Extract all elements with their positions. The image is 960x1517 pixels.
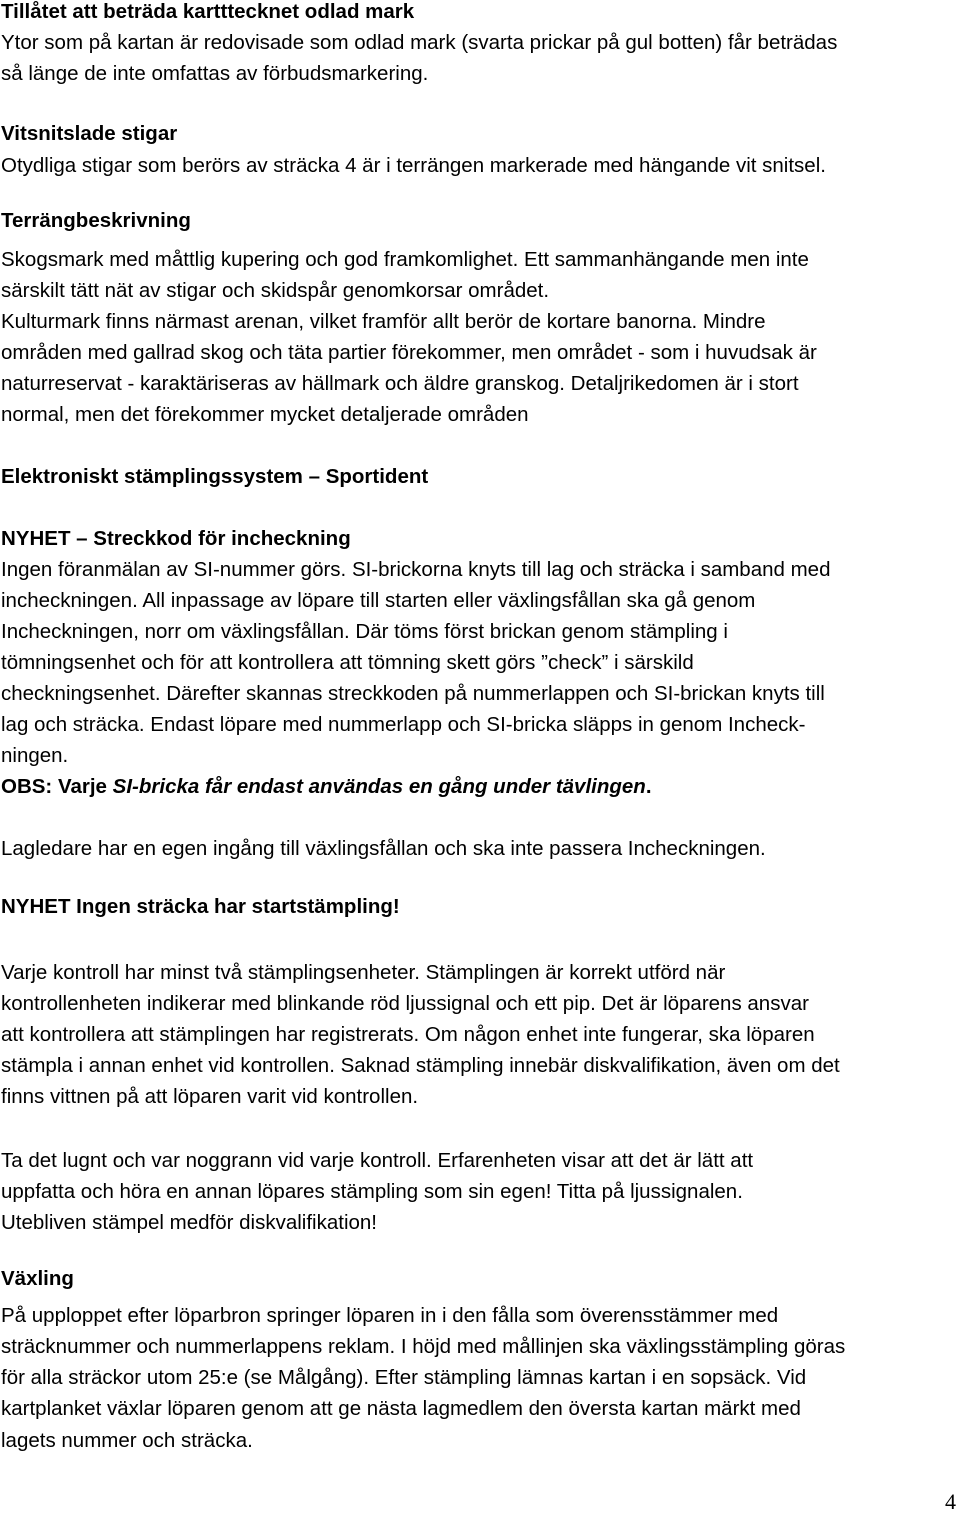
paragraph-line: kontrollenheten indikerar med blinkande röd ljussignal och ett pip. Det är löparens ansvar bbox=[1, 992, 809, 1015]
paragraph-line: tömningsenhet och för att kontrollera att tömning skett görs ”check” i särskild bbox=[1, 651, 694, 674]
paragraph-line: områden med gallrad skog och täta partier förekommer, men området - som i huvudsak är bbox=[1, 341, 817, 364]
paragraph-line: Utebliven stämpel medför diskvalifikation! bbox=[1, 1211, 377, 1234]
paragraph-line: Varje kontroll har minst två stämplingsenheter. Stämplingen är korrekt utförd när bbox=[1, 961, 726, 984]
paragraph-line: Skogsmark med måttlig kupering och god framkomlighet. Ett sammanhängande men inte bbox=[1, 248, 809, 271]
paragraph-line: uppfatta och höra en annan löpares stämpling som sin egen! Titta på ljussignalen. bbox=[1, 1180, 743, 1203]
paragraph-line: lag och sträcka. Endast löpare med nummerlapp och SI-bricka släpps in genom Incheck- bbox=[1, 713, 806, 736]
paragraph-line: så länge de inte omfattas av förbudsmarkering. bbox=[1, 62, 429, 85]
paragraph-line: Otydliga stigar som berörs av sträcka 4 är i terrängen markerade med hängande vit snitsel. bbox=[1, 154, 826, 177]
heading-streckkod: NYHET – Streckkod för incheckning bbox=[1, 527, 351, 550]
paragraph-line: incheckningen. All inpassage av löpare till starten eller växlingsfållan ska gå genom bbox=[1, 589, 756, 612]
paragraph-line: Ingen föranmälan av SI-nummer görs. SI-brickorna knyts till lag och sträcka i samband med bbox=[1, 558, 831, 581]
paragraph-line: finns vittnen på att löparen varit vid kontrollen. bbox=[1, 1085, 419, 1108]
paragraph-line: ningen. bbox=[1, 744, 69, 767]
paragraph-line: Kulturmark finns närmast arenan, vilket framför allt berör de kortare banorna. Mindre bbox=[1, 310, 766, 333]
heading-terrangbeskrivning: Terrängbeskrivning bbox=[1, 209, 191, 232]
obs-emphasis: SI-bricka får endast användas en gång under tävlingen bbox=[112, 775, 646, 798]
paragraph-line: stämpla i annan enhet vid kontrollen. Saknad stämpling innebär diskvalifikation, även om det bbox=[1, 1054, 840, 1077]
obs-suffix: . bbox=[645, 775, 652, 798]
paragraph-line: checkningsenhet. Därefter skannas streckkoden på nummerlappen och SI-brickan knyts till bbox=[1, 682, 825, 705]
heading-odlad-mark: Tillåtet att beträda kartttecknet odlad mark bbox=[1, 0, 415, 23]
paragraph-line: sträcknummer och nummerlappens reklam. I höjd med mållinjen ska växlingsstämpling göras bbox=[1, 1335, 846, 1358]
heading-vaxling: Växling bbox=[1, 1267, 74, 1290]
paragraph-line: På upploppet efter löparbron springer löparen in i den fålla som överensstämmer med bbox=[1, 1304, 779, 1327]
paragraph-line: för alla sträckor utom 25:e (se Målgång). Efter stämpling lämnas kartan i en sopsäck. Vid bbox=[1, 1366, 807, 1389]
paragraph-line: lagets nummer och sträcka. bbox=[1, 1429, 253, 1452]
paragraph-line: normal, men det förekommer mycket detaljerade områden bbox=[1, 403, 529, 426]
paragraph-line: kartplanket växlar löparen genom att ge nästa lagmedlem den översta kartan märkt med bbox=[1, 1397, 801, 1420]
page-number: 4 bbox=[945, 1489, 956, 1514]
paragraph-line: Ta det lugnt och var noggrann vid varje kontroll. Erfarenheten visar att det är lätt att bbox=[1, 1149, 754, 1172]
paragraph-line: särskilt tätt nät av stigar och skidspår genomkorsar området. bbox=[1, 279, 550, 302]
paragraph-line: att kontrollera att stämplingen har registrerats. Om någon enhet inte fungerar, ska löparen bbox=[1, 1023, 815, 1046]
paragraph-line: Ytor som på kartan är redovisade som odlad mark (svarta prickar på gul botten) får beträdas bbox=[1, 31, 838, 54]
obs-prefix: OBS: Varje bbox=[1, 775, 113, 798]
paragraph-line: naturreservat - karaktäriseras av hällmark och äldre granskog. Detaljrikedomen är i stort bbox=[1, 372, 799, 395]
heading-startstampling: NYHET Ingen sträcka har startstämpling! bbox=[1, 895, 400, 918]
heading-stamplingssystem: Elektroniskt stämplingssystem – Sportident bbox=[1, 465, 429, 488]
heading-vitsnitslade-stigar: Vitsnitslade stigar bbox=[1, 122, 178, 145]
obs-notice bbox=[1, 775, 652, 799]
paragraph-line: Incheckningen, norr om växlingsfållan. Där töms först brickan genom stämpling i bbox=[1, 620, 728, 643]
paragraph-line: Lagledare har en egen ingång till växlingsfållan och ska inte passera Incheckningen. bbox=[1, 837, 766, 860]
